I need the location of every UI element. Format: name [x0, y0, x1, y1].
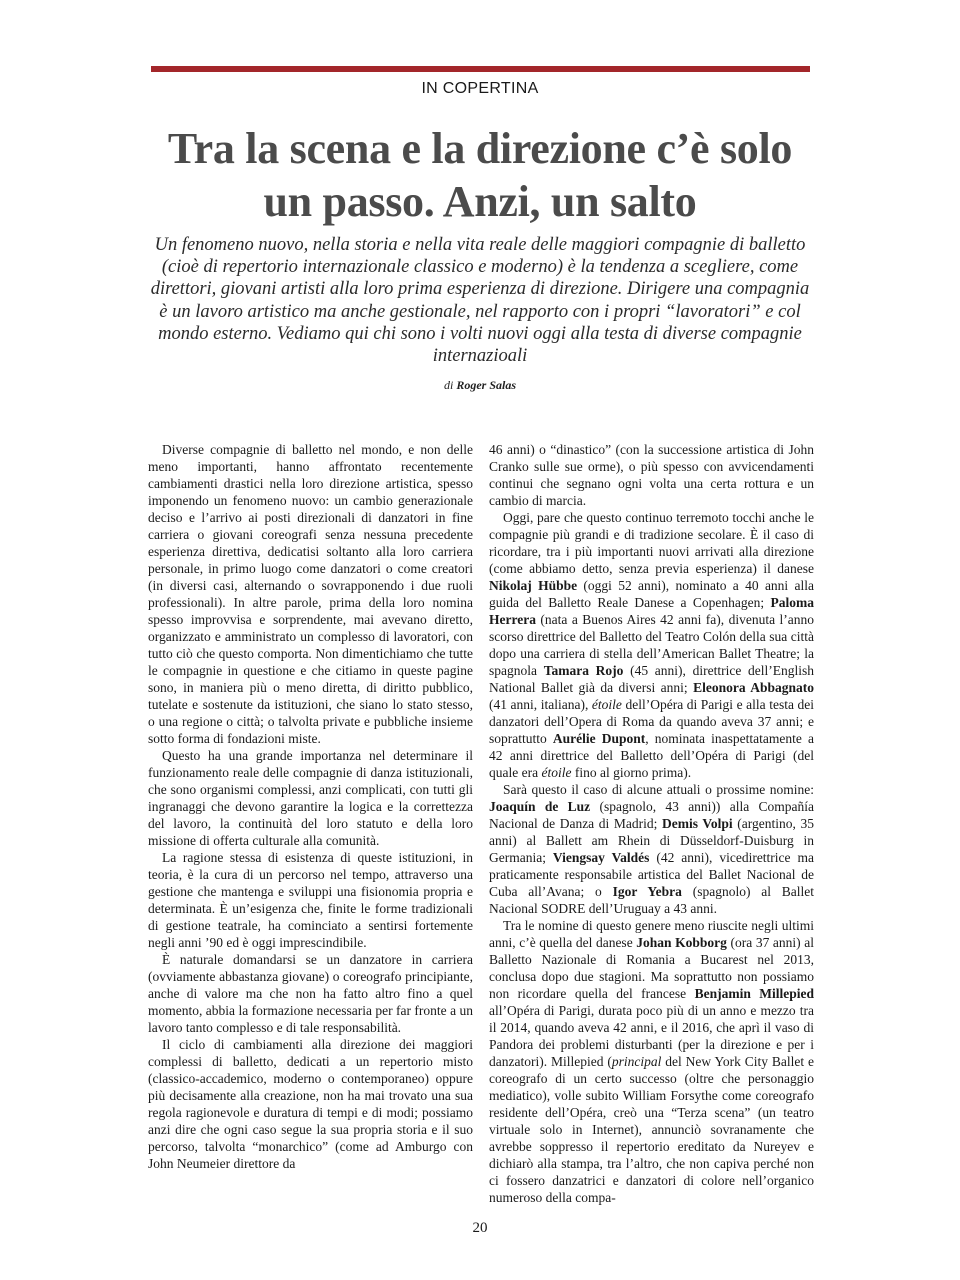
italic-term: étoile: [591, 697, 622, 712]
text-run: (argentino, 35 anni) al Ballett am Rhein di Düsseldorf-Duisburg in Germania;: [489, 816, 814, 865]
person-name: Johan Kobborg: [636, 935, 727, 950]
text-run: Tra le nomine di questo genere meno riuscite negli ultimi anni, c’è quella del danese: [489, 918, 814, 950]
header-rule: [151, 66, 810, 72]
person-name: Demis Volpi: [662, 816, 733, 831]
text-run: dell’Opéra di Parigi e alla testa dei danzatori dell’Opera di Roma da quando aveva 37 anni; e soprattutto: [489, 697, 814, 746]
section-label: IN COPERTINA: [421, 80, 539, 97]
italic-term: principal: [611, 1054, 662, 1069]
text-run: all’Opéra di Parigi, durata poco più di un anno e mezzo tra il 2014, quando aveva 42 anni, e il 2016, che aprì il vaso di Pandora dei problemi disturbanti (per la direzione e per i danzatori). Millepied (: [489, 1003, 814, 1069]
text-run: (42 anni), vicedirettrice ma praticamente responsabile artistica del Ballet Nacional de Cuba all’Avana; o: [489, 850, 814, 899]
byline: [0, 378, 960, 393]
article-title: Tra la scena e la direzione c’è solo un passo. Anzi, un salto: [167, 124, 793, 226]
paragraph: 46 anni) o “dinastico” (con la successione artistica di John Cranko sulle sue orme), o più spesso con avvicendamenti continui che segnano ogni volta una certa rottura e un cambio di marcia.: [489, 442, 814, 508]
text-run: (41 anni, italiana),: [489, 697, 592, 712]
paragraph: Questo ha una grande importanza nel determinare il funzionamento reale delle compagnie di danza istituzionali, che sono organismi complessi, anzi complicati, con tutti gli ingranaggi che devono garantire la logica e la correttezza del lavoro, la continuità del loro statuto e della loro missione di offerta culturale alla comunità.: [148, 748, 473, 848]
paragraph: [489, 917, 814, 1206]
person-name: Joaquín de Luz: [489, 799, 591, 814]
text-run: (nata a Buenos Aires 42 anni fa), divenuta l’anno scorso direttrice del Balletto del Teatro Colón della sua città dopo una carriera di stella dell’American Ballet Theatre; la spagnola: [489, 612, 814, 678]
text-run: fino al giorno prima).: [571, 765, 692, 780]
byline-prefix: di: [443, 378, 454, 392]
person-name: Tamara Rojo: [543, 663, 624, 678]
person-name: Benjamin Millepied: [694, 986, 815, 1001]
text-run: (spagnolo, 43 anni)) alla Compañía Nacional de Danza di Madrid;: [489, 799, 815, 831]
person-name: Paloma Herrera: [489, 595, 814, 627]
person-name: Viengsay Valdés: [552, 850, 650, 865]
byline-author: Roger Salas: [456, 378, 517, 392]
right-column: [489, 441, 814, 1206]
text-run: Sarà questo il caso di alcune attuali o prossime nomine:: [503, 782, 814, 797]
person-name: Eleonora Abbagnato: [693, 680, 814, 695]
text-run: (ora 37 anni) al Balletto Nazionale di Romania a Bucarest nel 2013, conclusa dopo due stagioni. Ma soprattutto non possiamo non ricordare quella del francese: [489, 935, 814, 1001]
paragraph: Il ciclo di cambiamenti alla direzione dei maggiori complessi di balletto, dedicati a un repertorio misto (classico-accademico, moderno o contemporaneo) oppure più decisamente alla creazione, non ha mai trovato una sua regola ragionevole e duratura di tempi e di modi; possiamo anzi dire che ogni caso segue la sua propria storia e il suo percorso, talvolta “monarchico” (come ad Amburgo con John Neumeier direttore da: [148, 1037, 473, 1171]
paragraph: La ragione stessa di esistenza di queste istituzioni, in teoria, è la cura di un percorso nel tempo, attraverso una gestione che mantenga e sviluppi una fisionomia propria e determinata. È un’esigenza che, finite le forme tradizionali di gestione teatrale, ha cominciato a sentirsi fortemente negli anni ’90 ed è oggi imprescindibile.: [148, 850, 473, 950]
text-run: , nominata inaspettatamente a 42 anni direttrice del Balletto dell’Opéra di Parigi (del quale era: [489, 731, 814, 780]
paragraph: [489, 509, 814, 781]
paragraph: È naturale domandarsi se un danzatore in carriera (ovviamente abbastanza giovane) o coreografo principiante, anche di valore ma che non ha fatto altro fino a quel momento, abbia la formazione necessaria per far fronte a un lavoro tanto complesso e di tale responsabilità.: [148, 952, 473, 1035]
text-run: Oggi, pare che questo continuo terremoto tocchi anche le compagnie più grandi e di tradizione secolare. È il caso di ricordare, tra i più importanti nuovi arrivati alla direzione (come abbiamo detto, senza previa esperienza) il danese: [489, 510, 814, 576]
text-run: (oggi 52 anni), nominato a 40 anni alla guida del Balletto Reale Danese a Copenhagen;: [489, 578, 814, 610]
person-name: Aurélie Dupont: [552, 731, 646, 746]
person-name: Nikolaj Hübbe: [489, 578, 578, 593]
person-name: Igor Yebra: [612, 884, 682, 899]
article-subtitle: Un fenomeno nuovo, nella storia e nella vita reale delle maggiori compagnie di balletto (cioè di repertorio internazionale classico e moderno) è la tendenza a scegliere, come direttori, giovani artisti alla loro prima esperienza di direzione. Dirigere una compagnia è un lavoro artistico ma anche gestionale, nel rapporto con i propri “lavoratori” e col mondo esterno. Vediamo qui chi sono i volti nuovi oggi alla testa di diverse compagnie internazioali: [150, 235, 810, 367]
text-run: (45 anni), direttrice dell’English National Ballet già da diversi anni;: [489, 663, 814, 695]
paragraph: Diverse compagnie di balletto nel mondo, e non delle meno importanti, hanno affrontato recentemente cambiamenti drastici nella loro direzione artistica, spesso imponendo un fenomeno nuovo: un cambio generazionale deciso e l’arrivo ai posti direzionali di danzatori in fine carriera o giovani coreografi senza nessuna precedente esperienza direttiva, dedicatisi soltanto alla loro carriera personale, in primo luogo come danzatori o come creatori (in diversi casi, alternando o sovrapponendo i due ruoli professionali). In altre parole, prima della loro nomina spesso improvvisa e sorprendente, mai avevano diretto, organizzato e amministrato un complesso di lavoratori, con tutto ciò che questo comporta. Non dimentichiamo che tutte le compagnie in questione e che citiamo in queste pagine sono, in maniera più o meno diretta, di diritto pubblico, tutelate e sostenute da istituzioni, che siano lo stato stesso, o una regione o città; o talvolta private e pubbliche insieme sotto forma di fondazioni miste.: [148, 442, 473, 746]
page-number: 20: [472, 1220, 488, 1236]
italic-term: étoile: [541, 765, 572, 780]
left-column: [148, 441, 473, 1172]
paragraph: [489, 781, 814, 917]
text-run: (spagnolo) al Ballet Nacional SODRE dell’Uruguay a 43 anni.: [489, 884, 815, 916]
text-run: del New York City Ballet e coreografo di un certo successo (oltre che personaggio mediatico), volle subito William Forsythe come coreografo residente dell’Opéra, creò una “Terza scena” (un teatro virtuale solo in Internet), annunciò sovranamente che avrebbe soppresso il repertorio ereditato da Nureyev e dichiarò alla stampa, tra l’altro, che non capiva perché non ci fossero danzatrici e danzatori di colore nell’organico numeroso della compa-: [489, 1054, 814, 1205]
